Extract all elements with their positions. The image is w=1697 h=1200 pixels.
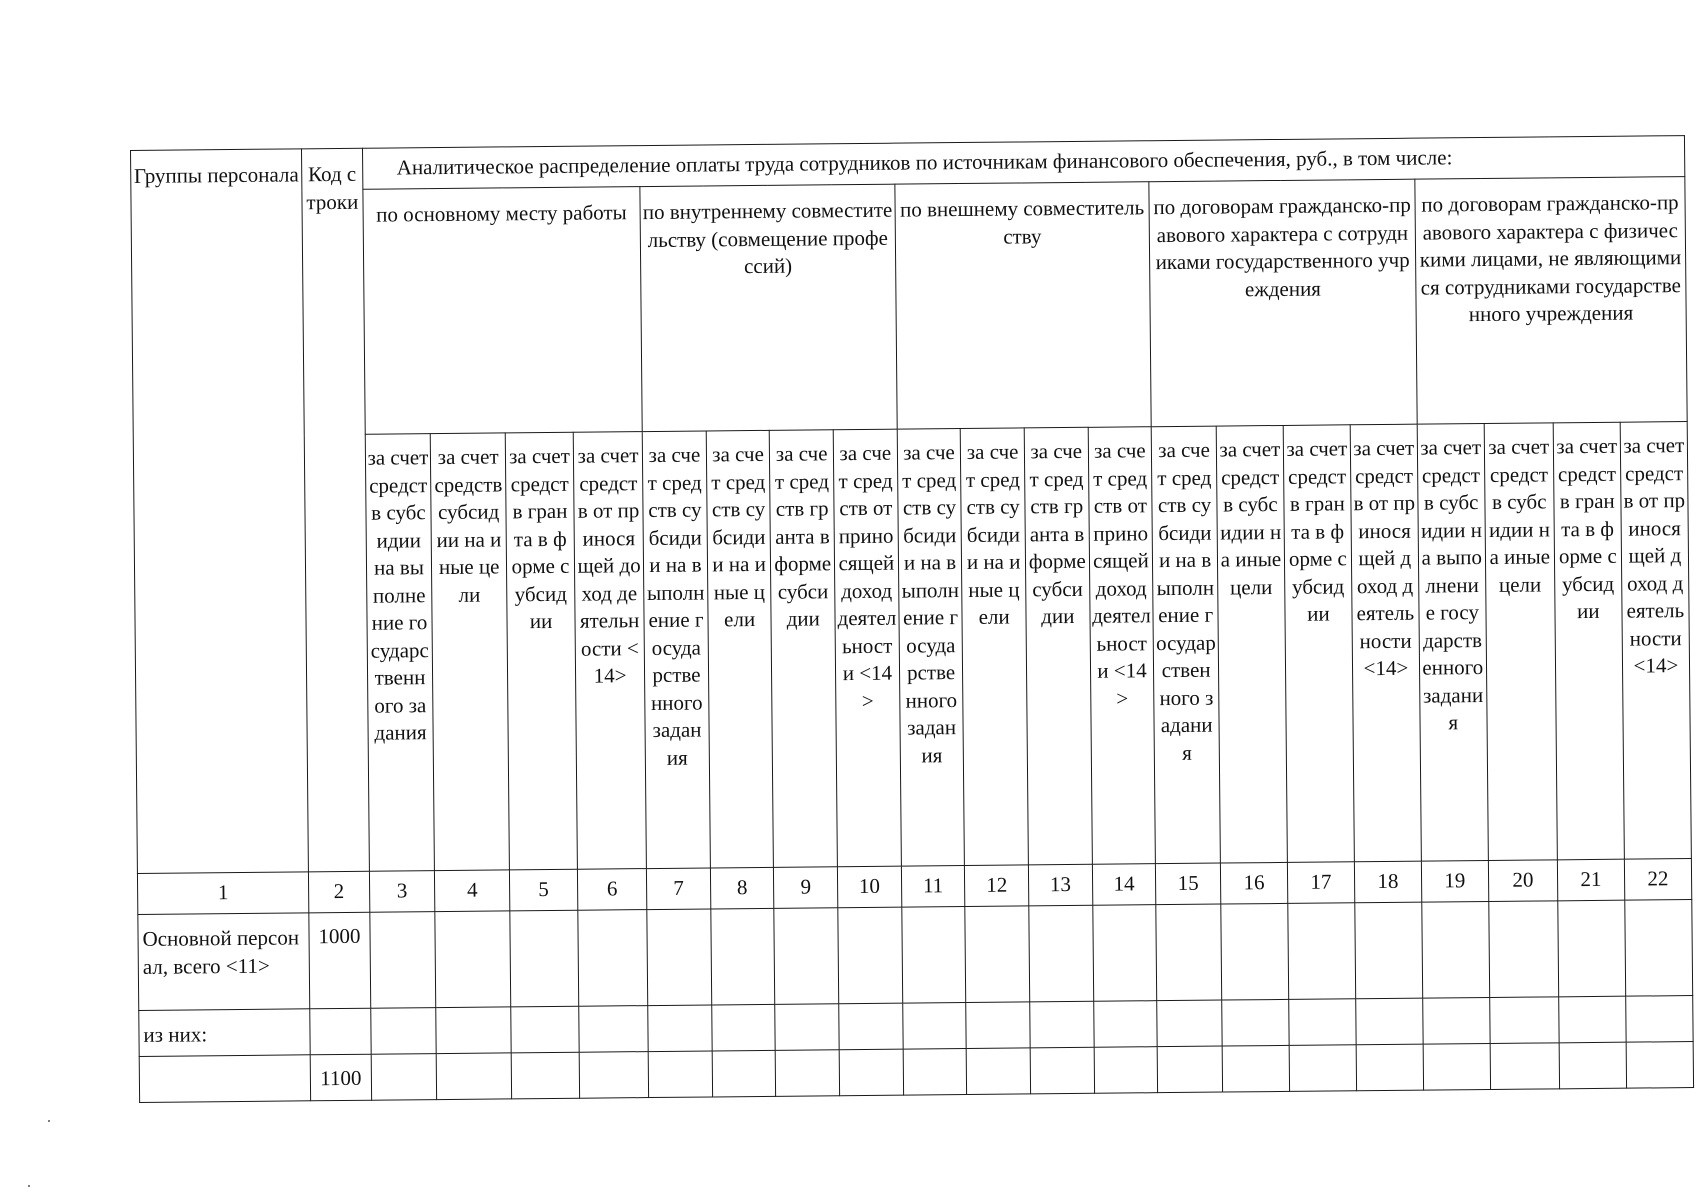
empty-cell [903,1049,967,1096]
empty-cell [436,1007,511,1054]
empty-cell [902,1003,966,1050]
column-number: 1 [137,872,309,915]
empty-cell [711,908,776,1005]
empty-cell [1222,1045,1289,1092]
data-row-1000 [138,900,1693,1011]
empty-cell [1288,903,1356,1000]
column-number: 11 [901,866,965,908]
empty-cell [712,1004,776,1051]
row-code [310,1008,371,1055]
empty-cell [578,910,648,1007]
empty-cell [435,911,511,1008]
empty-cell [1356,998,1423,1045]
column-number: 5 [509,869,577,911]
row-code: 1000 [309,912,370,1009]
group-header-gph-individuals: по договорам гражданско-правового характера с физическими лицами, не являющимися сотрудниками государственного учреждения [1415,177,1688,425]
empty-cell [1423,1043,1490,1090]
column-number: 8 [710,867,774,909]
empty-cell [1489,997,1559,1044]
empty-cell [648,1005,712,1052]
group-header-main-place: по основному месту работы [362,187,642,435]
empty-cell [579,1006,649,1053]
empty-cell [774,908,839,1005]
empty-cell [1356,1044,1423,1091]
empty-cell [1489,901,1559,998]
column-number: 22 [1624,859,1692,901]
sub-header-cell: за счет средств субсидии на иные цели [1216,425,1287,863]
empty-cell [966,1002,1030,1049]
column-number: 17 [1287,862,1354,904]
header-main: Аналитическое распределение оплаты труда сотрудников по источникам финансового обеспечения, руб., в том числе: [362,136,1685,190]
header-code: Код строки [302,148,369,872]
empty-cell [1558,900,1626,997]
column-number: 4 [435,870,510,912]
empty-cell [1157,1046,1222,1093]
empty-cell [1222,999,1289,1046]
column-number: 14 [1092,864,1156,906]
column-number: 2 [309,871,370,913]
header-row-2 [131,177,1687,437]
column-number: 3 [369,871,435,913]
empty-cell [1030,1047,1094,1094]
salary-distribution-table [130,135,1694,1103]
sub-header-cell: за счет средств от приносящей доход деятельности <14> [1620,422,1691,860]
empty-cell [1559,996,1626,1043]
sub-header-cell: за счет средств гранта в форме субсидии [1283,425,1354,863]
empty-cell [1156,904,1222,1001]
empty-cell [965,906,1030,1003]
column-number: 7 [647,868,711,910]
empty-cell [839,1003,903,1050]
empty-cell [371,1054,437,1101]
empty-cell [1094,1047,1158,1094]
empty-cell [1355,902,1423,999]
empty-cell [369,912,436,1009]
empty-cell [579,1052,649,1099]
empty-cell [967,1048,1031,1095]
sub-header-cell: за счет средств гранта в форме субсидии [770,430,838,868]
sub-header-cell: за счет средств субсидии на иные цели [1484,423,1557,861]
empty-cell [511,1052,579,1099]
column-number: 15 [1156,863,1221,905]
column-number: 21 [1557,859,1624,901]
empty-cell [902,907,967,1004]
sub-header-cell: за счет средств субсидии на выполнение государственного задания [1151,426,1220,864]
column-number: 20 [1488,860,1558,902]
empty-cell [1626,996,1694,1043]
empty-cell [647,909,712,1006]
empty-cell [370,1008,436,1055]
sub-header-cell: за счет средств субсидии на иные цели [961,428,1029,866]
column-number: 18 [1354,861,1421,903]
empty-cell [1626,1042,1694,1089]
header-groups: Группы персонала [131,149,309,874]
column-number: 9 [774,867,838,909]
sub-header-cell: за счет средств субсидии на выполнение государственного задания [1417,424,1488,862]
empty-cell [1625,900,1693,997]
group-header-external: по внешнему совместительству [895,182,1152,429]
empty-cell [648,1051,712,1098]
empty-cell [775,1004,839,1051]
empty-cell [511,1006,579,1053]
empty-cell [1289,1045,1356,1092]
empty-cell [1092,905,1157,1002]
column-number: 19 [1421,860,1488,902]
sub-header-cell: за счет средств гранта в форме субсидии [505,432,577,870]
empty-cell [1029,905,1094,1002]
empty-cell [437,1053,512,1100]
empty-cell [1093,1001,1157,1048]
sub-header-cell: за счет средств от приносящей доход деятельности <14> [1088,427,1156,865]
empty-cell [1490,1043,1560,1090]
sub-header-cell: за счет средств от приносящей доход деятельности <14> [833,429,901,867]
empty-cell [1422,901,1490,998]
empty-cell [838,907,903,1004]
sub-header-cell: за счет средств субсидии на выполнение государственного задания [897,429,965,867]
group-header-gph-employees: по договорам гражданско-правового характера с сотрудниками государственного учреждения [1149,179,1417,427]
column-number: 12 [965,865,1029,907]
row-code: 1100 [310,1054,371,1101]
column-number: 10 [837,866,901,908]
row-label: из них: [139,1009,311,1057]
column-number: 6 [577,869,647,911]
sub-header-cell: за счет средств от приносящей доход деятельности <14> [573,432,646,870]
empty-cell [1423,997,1490,1044]
empty-cell [510,910,579,1007]
empty-cell [1221,903,1289,1000]
column-number: 16 [1220,862,1287,904]
scan-speck [28,1185,30,1187]
empty-cell [1157,1000,1222,1047]
row-label: Основной персонал, всего <11> [138,913,310,1011]
scan-speck [48,1120,50,1122]
empty-cell [776,1050,840,1097]
empty-cell [1289,999,1356,1046]
empty-cell [712,1050,776,1097]
column-number: 13 [1028,864,1092,906]
sub-header-cell: за счет средств гранта в форме субсидии [1024,427,1092,865]
sub-header-cell: за счет средств от приносящей доход деятельности <14> [1350,424,1421,862]
empty-cell [839,1049,903,1096]
empty-cell [1559,1042,1626,1089]
salary-distribution-table-wrapper [130,135,1694,1103]
sub-header-cell: за счет средств субсидии на выполнение государственного задания [365,434,435,872]
sub-header-cell: за счет средств субсидии на выполнение государственного задания [642,431,710,869]
sub-header-cell: за счет средств субсидии на иные цели [706,430,774,868]
sub-header-cell: за счет средств гранта в форме субсидии [1553,422,1624,860]
row-label [139,1055,311,1103]
group-header-internal: по внутреннему совместительству (совмещение профессий) [640,184,897,431]
sub-header-cell: за счет средств субсидии на иные цели [431,433,510,871]
empty-cell [1030,1001,1094,1048]
